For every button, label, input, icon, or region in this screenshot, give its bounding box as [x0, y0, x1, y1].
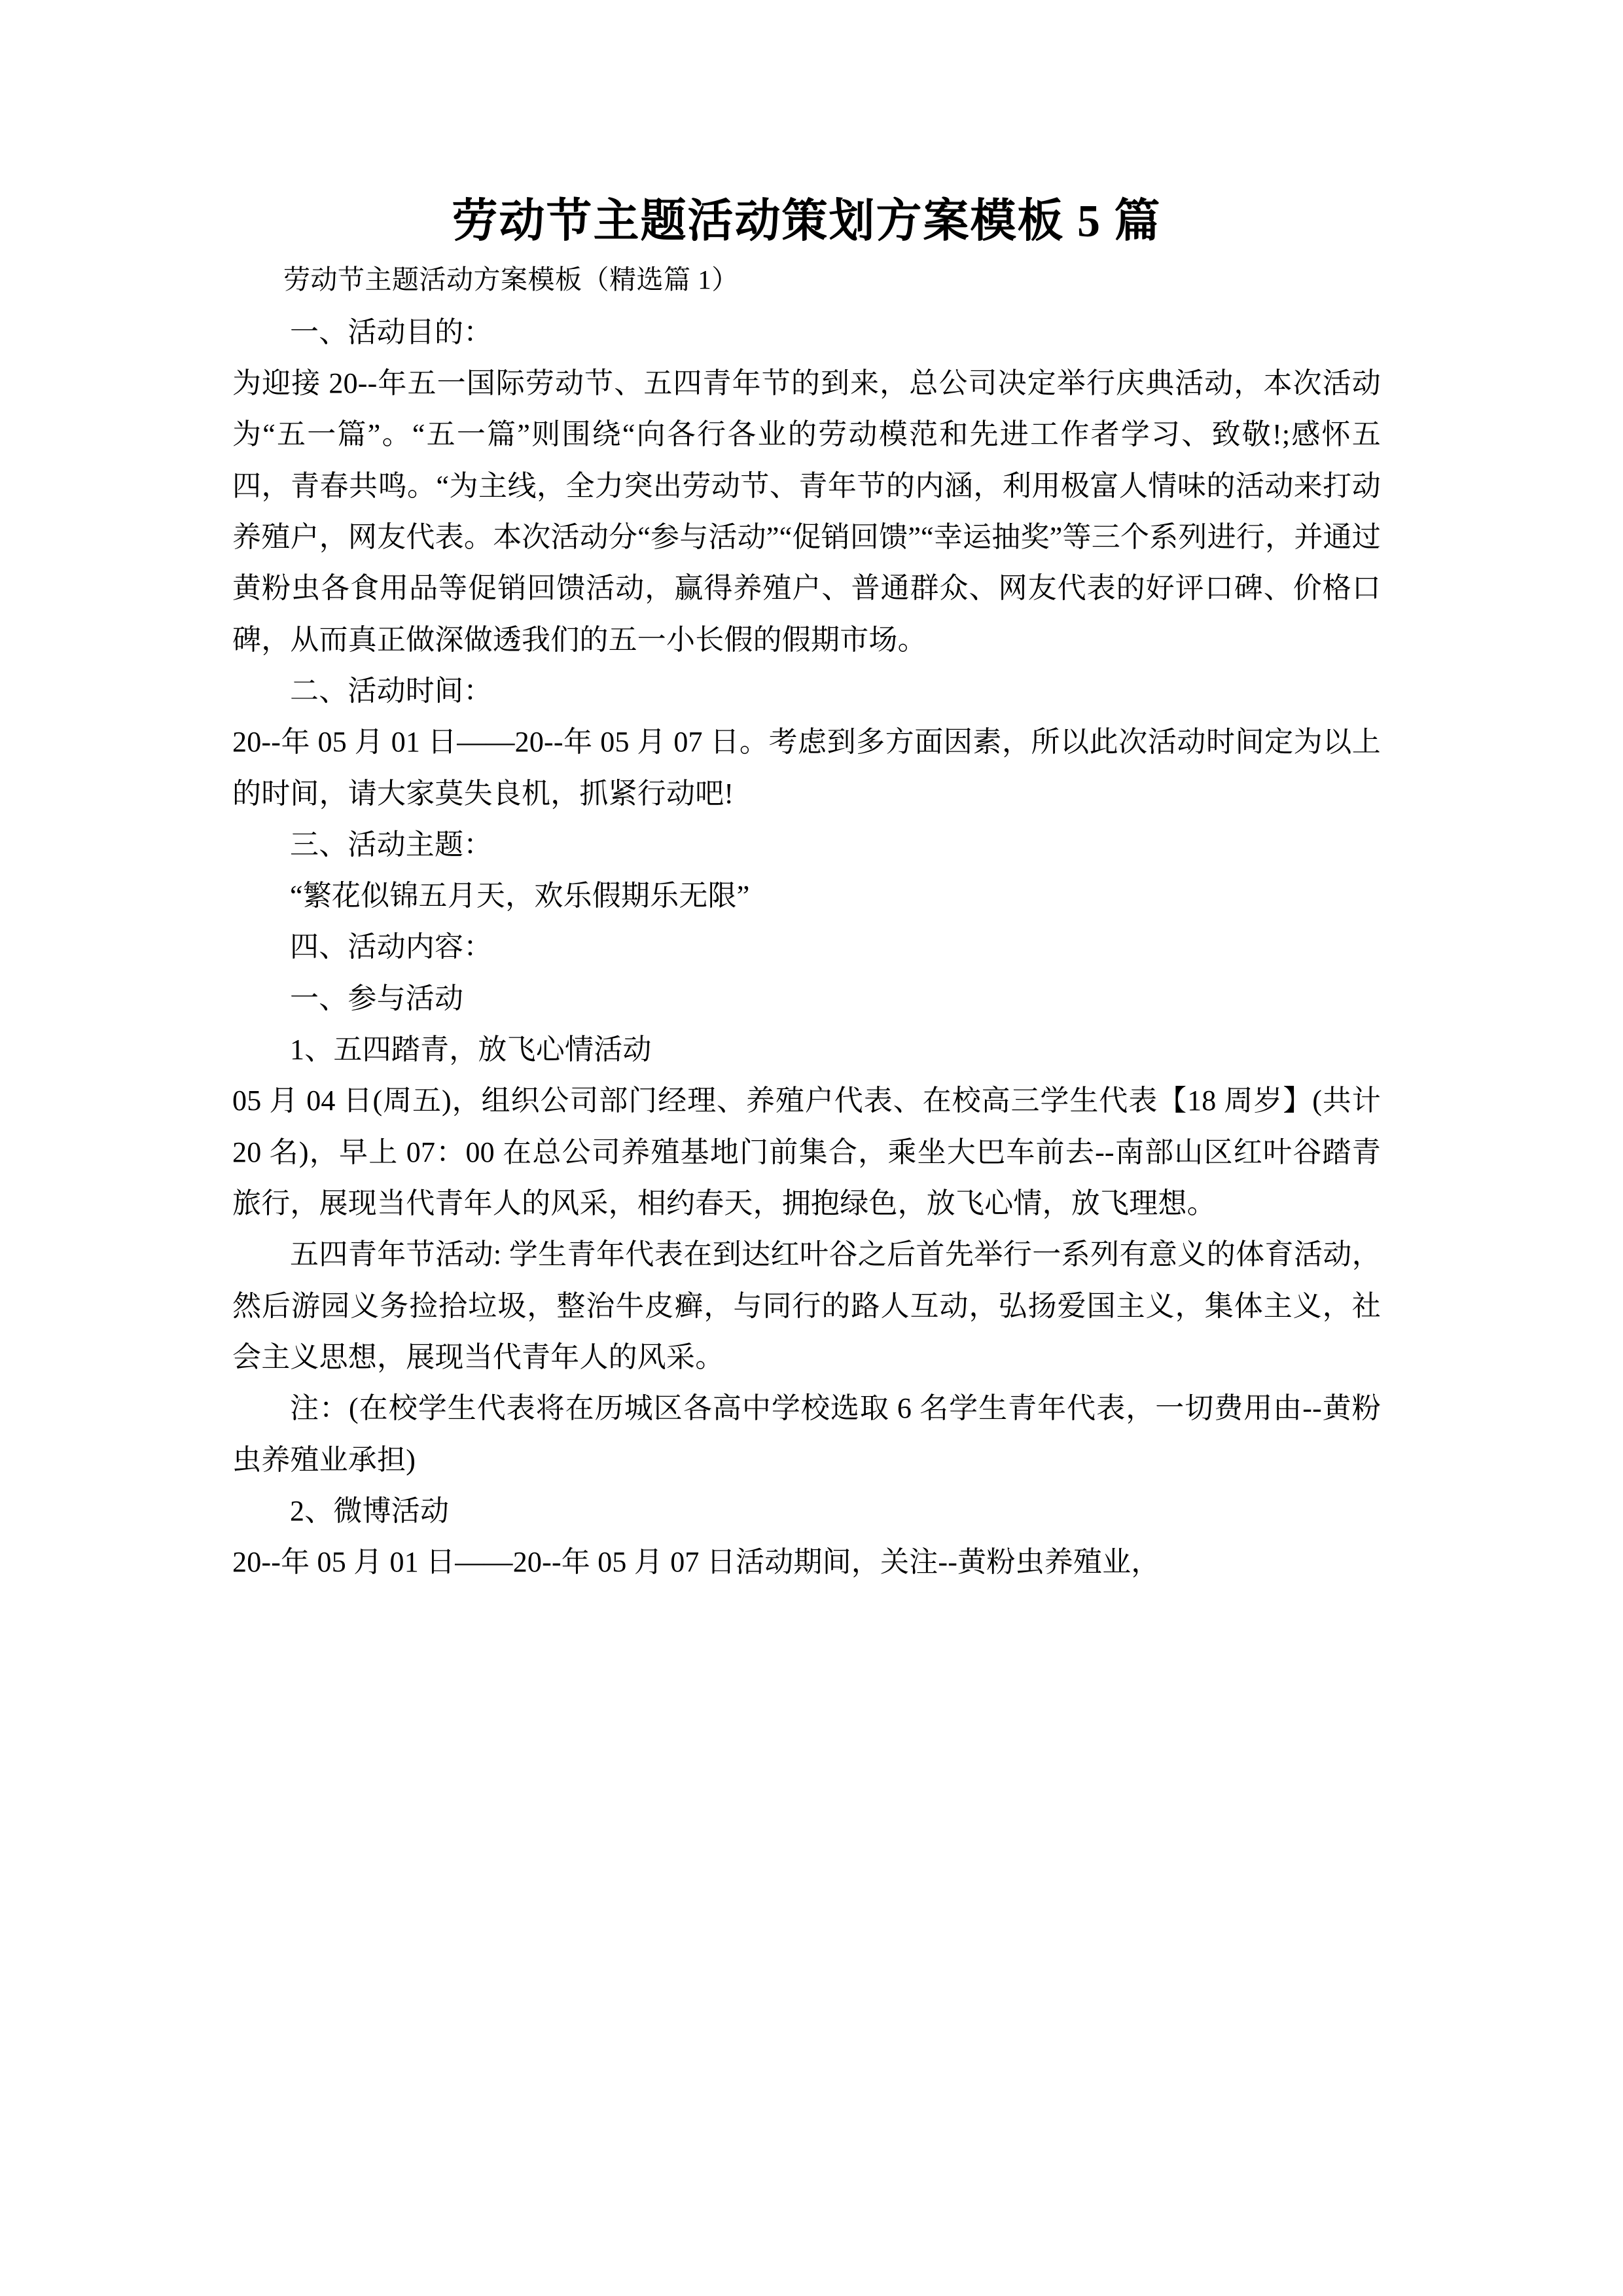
paragraph-spring-outing-body: 05 月 04 日(周五)，组织公司部门经理、养殖户代表、在校高三学生代表【18 周岁】(共计 20 名)，早上 07：00 在总公司养殖基地门前集合，乘坐大巴车前去--南部山区红叶谷踏青旅行，展现当代青年人的风采，相约春天，拥抱绿色，放飞心情，放飞理想。	[232, 1085, 1381, 1220]
section-heading-activity-content: 四、活动内容：	[290, 931, 493, 963]
list-item-spring-outing: 1、五四踏青，放飞心情活动	[290, 1033, 652, 1066]
paragraph-activity-theme-slogan: “繁花似锦五月天，欢乐假期乐无限”	[290, 880, 750, 912]
section-heading-activity-purpose: 一、活动目的：	[290, 315, 493, 348]
section-heading-activity-time: 二、活动时间：	[290, 674, 493, 707]
paragraph-activity-purpose-body: 为迎接 20--年五一国际劳动节、五四青年节的到来，总公司决定举行庆典活动，本次活动为“五一篇”。“五一篇”则围绕“向各行各业的劳动模范和先进工作者学习、致敬!;感怀五四，青春共鸣。“为主线，全力突出劳动节、青年节的内涵，利用极富人情味的活动来打动养殖户，网友代表。本次活动分“参与活动”“促销回馈”“幸运抽奖”等三个系列进行，并通过黄粉虫各食用品等促销回馈活动，赢得养殖户、普通群众、网友代表的好评口碑、价格口碑，从而真正做深做透我们的五一小长假的假期市场。	[232, 367, 1381, 656]
subsection-heading-participation: 一、参与活动	[290, 982, 464, 1014]
paragraph-youth-day-activity: 五四青年节活动: 学生青年代表在到达红叶谷之后首先举行一系列有意义的体育活动，然后游园义务捡拾垃圾，整治牛皮癣，与同行的路人互动，弘扬爱国主义，集体主义，社会主义思想，展现当代青年人的风采。	[232, 1238, 1381, 1373]
page-title: 劳动节主题活动策划方案模板 5 篇	[452, 196, 1162, 247]
list-item-weibo-activity: 2、微博活动	[290, 1494, 450, 1527]
section-heading-activity-theme: 三、活动主题：	[290, 828, 493, 861]
paragraph-note-student-reps: 注：(在校学生代表将在历城区各高中学校选取 6 名学生青年代表，一切费用由--黄粉虫养殖业承担)	[232, 1392, 1381, 1476]
document-subtitle: 劳动节主题活动方案模板（精选篇 1）	[283, 264, 739, 295]
paragraph-activity-time-body: 20--年 05 月 01 日——20--年 05 月 07 日。考虑到多方面因素，所以此次活动时间定为以上的时间，请大家莫失良机，抓紧行动吧!	[232, 726, 1381, 810]
paragraph-weibo-activity-body: 20--年 05 月 01 日——20--年 05 月 07 日活动期间，关注--黄粉虫养殖业，	[232, 1546, 1160, 1579]
